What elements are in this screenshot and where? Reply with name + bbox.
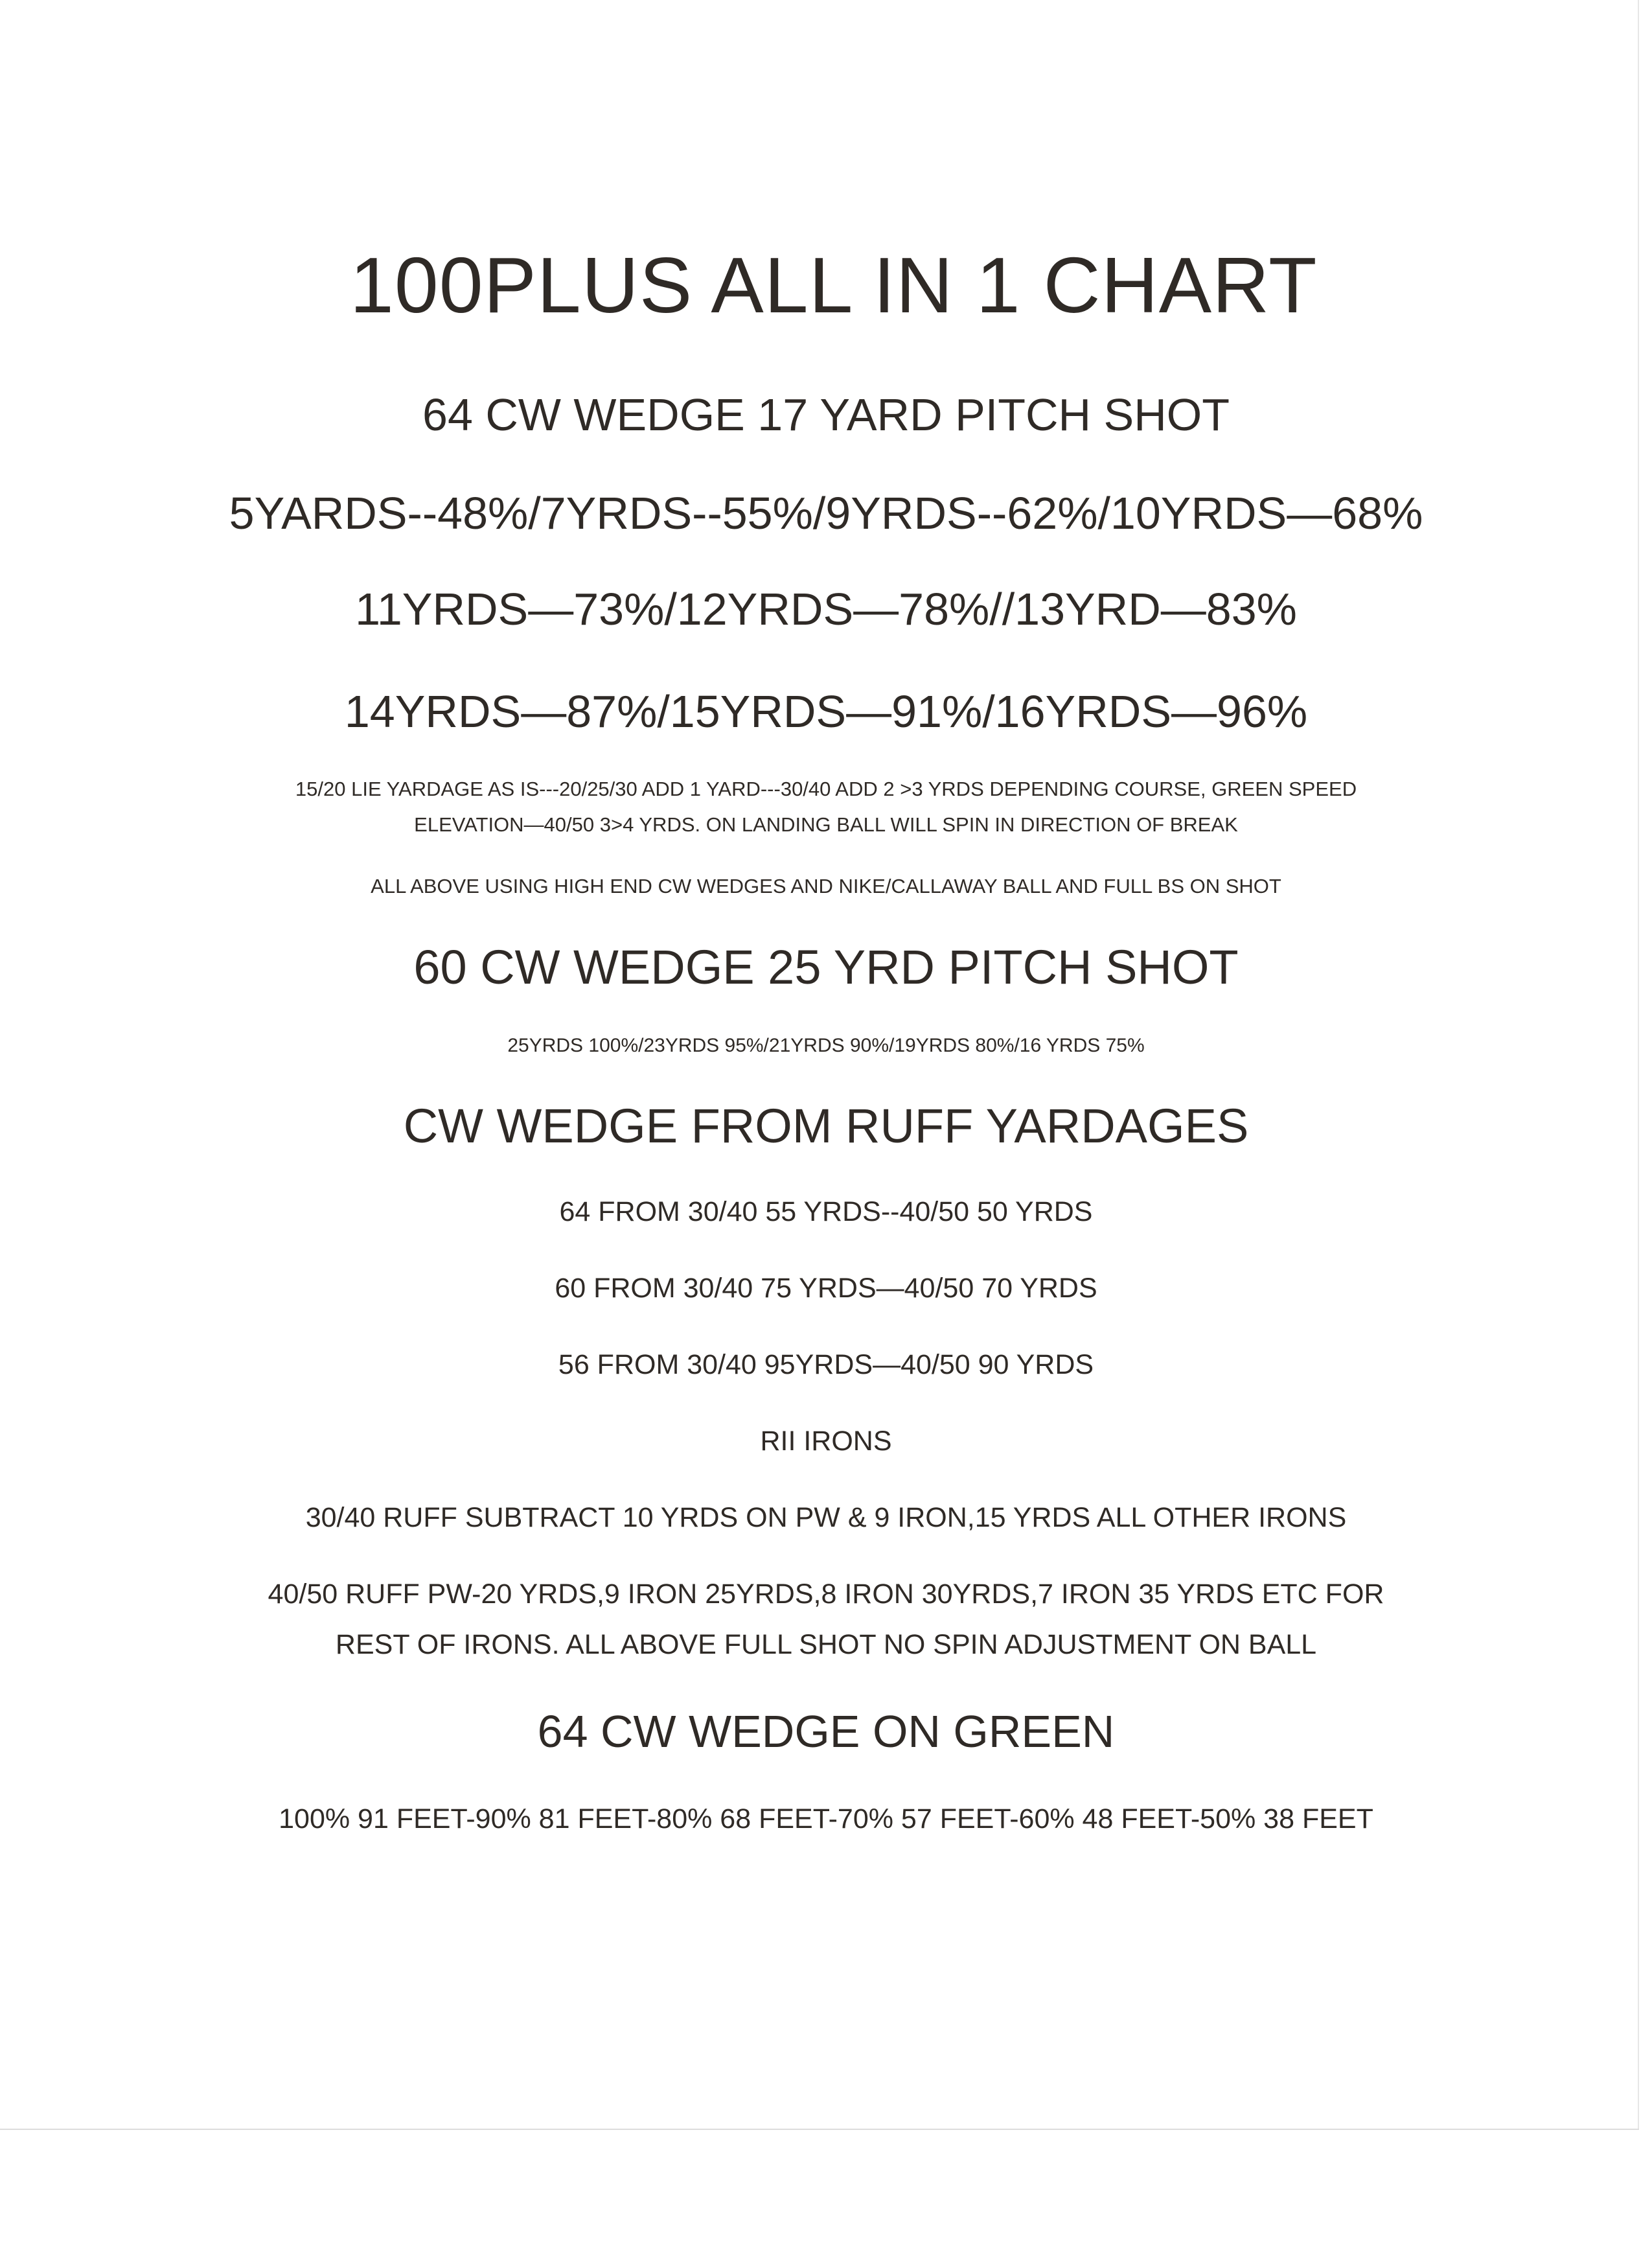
pitch64-row-1: 5YARDS--48%/7YRDS--55%/9YRDS--62%/10YRDS—68% bbox=[229, 488, 1423, 538]
irons-row-3: REST OF IRONS. ALL ABOVE FULL SHOT NO SPIN ADJUSTMENT ON BALL bbox=[335, 1629, 1317, 1660]
ruff-row-1: 64 FROM 30/40 55 YRDS--40/50 50 YRDS bbox=[559, 1196, 1093, 1227]
green-row: 100% 91 FEET-90% 81 FEET-80% 68 FEET-70% 57 FEET-60% 48 FEET-50% 38 FEET bbox=[279, 1803, 1373, 1834]
irons-row-1: 30/40 RUFF SUBTRACT 10 YRDS ON PW & 9 IRON,15 YRDS ALL OTHER IRONS bbox=[305, 1502, 1347, 1533]
pitch64-row-3: 14YRDS—87%/15YRDS—91%/16YRDS—96% bbox=[344, 686, 1308, 737]
irons-row-2: 40/50 RUFF PW-20 YRDS,9 IRON 25YRDS,8 IRON 30YRDS,7 IRON 35 YRDS ETC FOR bbox=[268, 1578, 1384, 1610]
pitch60-row: 25YRDS 100%/23YRDS 95%/21YRDS 90%/19YRDS 80%/16 YRDS 75% bbox=[507, 1035, 1145, 1056]
green-heading: 64 CW WEDGE ON GREEN bbox=[537, 1706, 1115, 1757]
pitch64-note-1: 15/20 LIE YARDAGE AS IS---20/25/30 ADD 1 YARD---30/40 ADD 2 >3 YRDS DEPENDING COURSE, GREEN SPEED bbox=[295, 778, 1357, 800]
page-edge-bottom bbox=[0, 2129, 1639, 2130]
pitch60-heading: 60 CW WEDGE 25 YRD PITCH SHOT bbox=[413, 940, 1239, 994]
pitch64-row-2: 11YRDS—73%/12YRDS—78%//13YRD—83% bbox=[355, 584, 1297, 634]
page-title: 100PLUS ALL IN 1 CHART bbox=[350, 241, 1318, 329]
ruff-row-2: 60 FROM 30/40 75 YRDS—40/50 70 YRDS bbox=[555, 1273, 1097, 1304]
pitch64-note-2: ELEVATION—40/50 3>4 YRDS. ON LANDING BALL WILL SPIN IN DIRECTION OF BREAK bbox=[414, 813, 1238, 836]
irons-heading: RII IRONS bbox=[760, 1426, 892, 1457]
pitch64-note-3: ALL ABOVE USING HIGH END CW WEDGES AND NIKE/CALLAWAY BALL AND FULL BS ON SHOT bbox=[371, 875, 1281, 897]
ruff-heading: CW WEDGE FROM RUFF YARDAGES bbox=[403, 1099, 1249, 1153]
ruff-row-3: 56 FROM 30/40 95YRDS—40/50 90 YRDS bbox=[558, 1349, 1094, 1380]
pitch64-heading: 64 CW WEDGE 17 YARD PITCH SHOT bbox=[422, 389, 1230, 440]
